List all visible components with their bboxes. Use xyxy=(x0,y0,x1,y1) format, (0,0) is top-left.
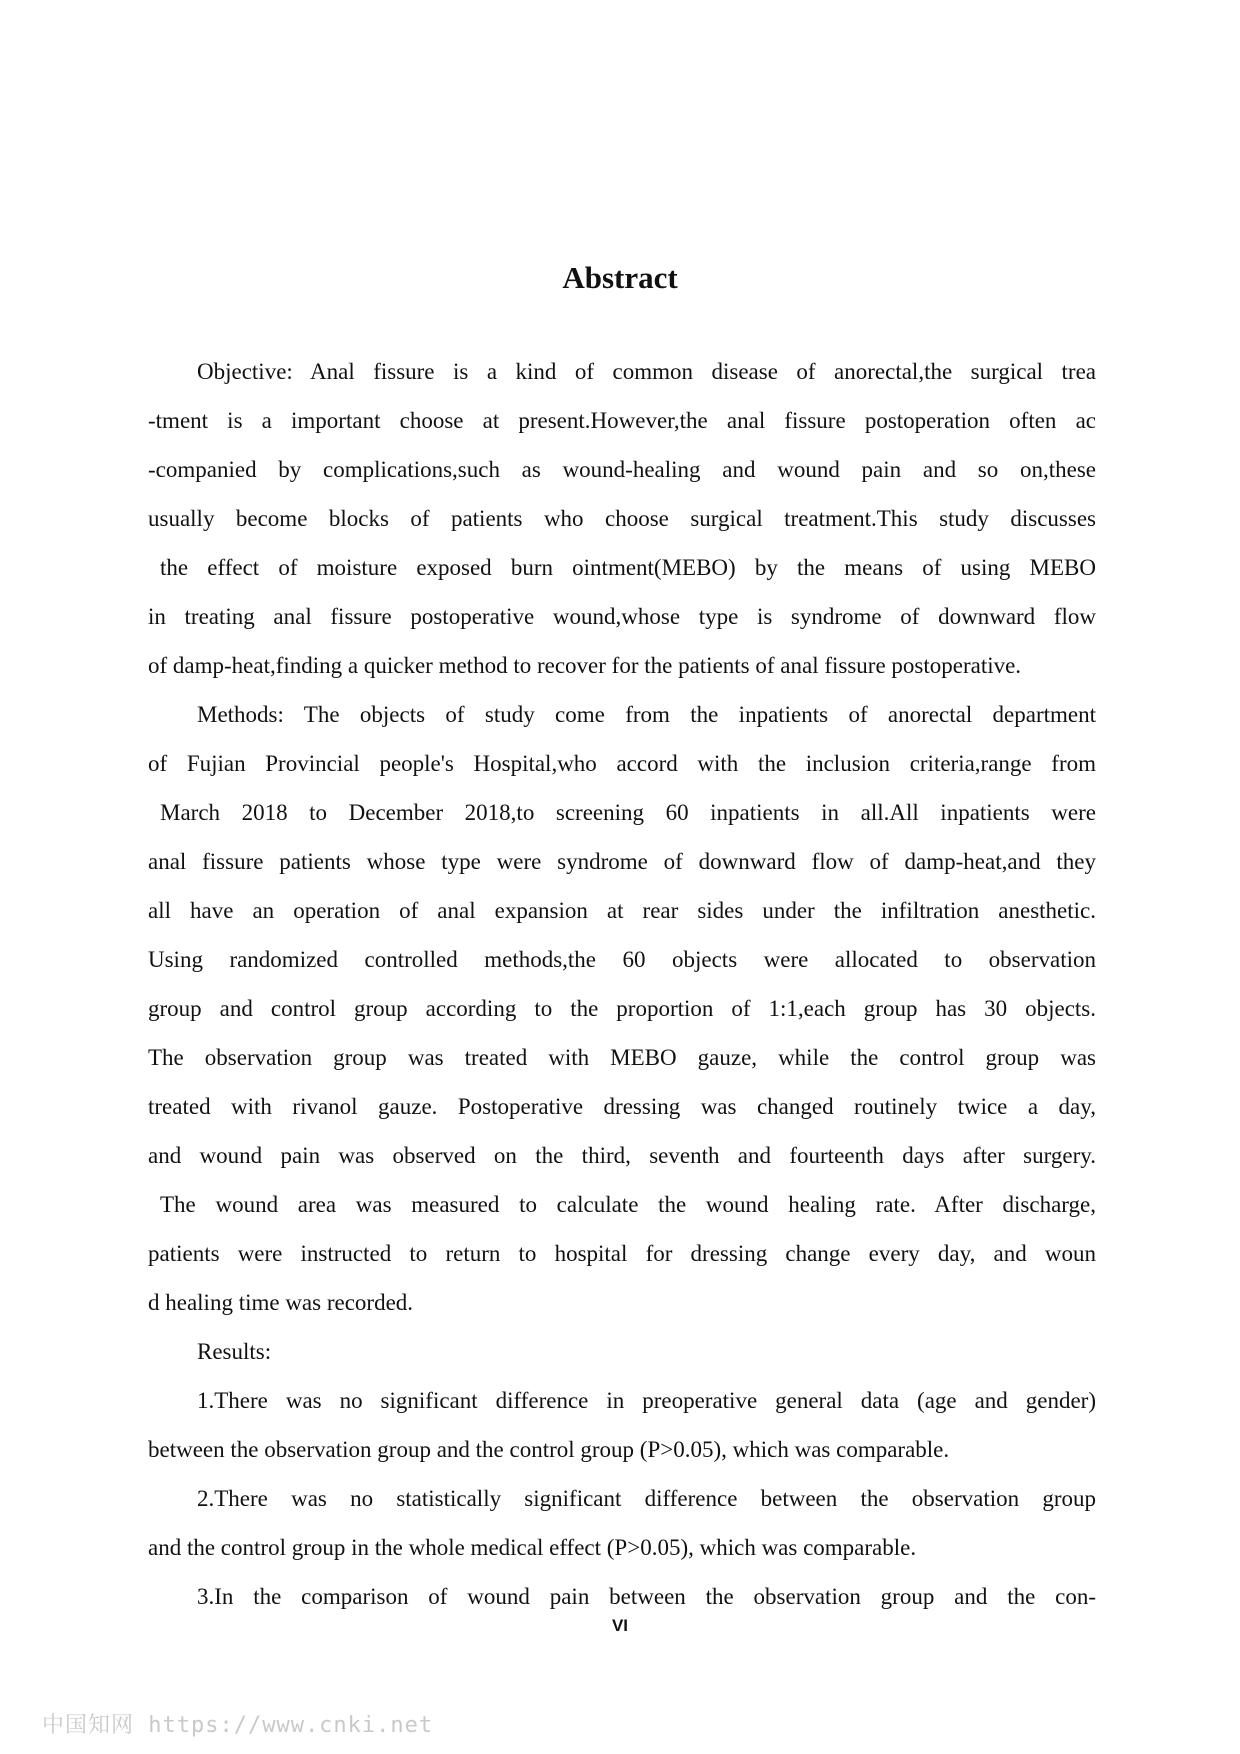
text-line: patients were instructed to return to hospital for dressing change every day, and woun xyxy=(148,1241,1096,1266)
text-line: The wound area was measured to calculate the wound healing rate. After discharge, xyxy=(160,1192,1096,1217)
text-line: in treating anal fissure postoperative wound,whose type is syndrome of downward flow xyxy=(148,604,1096,629)
text-line: between the observation group and the control group (P>0.05), which was comparable. xyxy=(148,1437,950,1462)
text-line: Results: xyxy=(197,1339,272,1364)
text-line: d healing time was recorded. xyxy=(148,1290,414,1315)
text-line: and the control group in the whole medical effect (P>0.05), which was comparable. xyxy=(148,1535,917,1560)
abstract-paragraph xyxy=(148,695,1096,1332)
abstract-paragraph xyxy=(148,352,1096,695)
text-line: 1.There was no significant difference in preoperative general data (age and gender) xyxy=(197,1388,1096,1413)
text-line: The observation group was treated with MEBO gauze, while the control group was xyxy=(148,1045,1096,1070)
text-line: usually become blocks of patients who choose surgical treatment.This study discusses xyxy=(148,506,1096,531)
text-line: of damp-heat,finding a quicker method to recover for the patients of anal fissure postoperative. xyxy=(148,653,1022,678)
text-line: Objective: Anal fissure is a kind of common disease of anorectal,the surgical trea xyxy=(197,359,1096,384)
text-line: treated with rivanol gauze. Postoperative dressing was changed routinely twice a day, xyxy=(148,1094,1096,1119)
text-line: the effect of moisture exposed burn ointment(MEBO) by the means of using MEBO xyxy=(160,555,1096,580)
text-line: -companied by complications,such as wound-healing and wound pain and so on,these xyxy=(148,457,1096,482)
text-line: 3.In the comparison of wound pain between the observation group and the con- xyxy=(197,1584,1096,1609)
page-number: VI xyxy=(611,1616,629,1635)
text-line: -tment is a important choose at present.However,the anal fissure postoperation often ac xyxy=(148,408,1096,433)
abstract-body xyxy=(148,352,1096,1626)
page-title: Abstract xyxy=(562,260,678,295)
abstract-paragraph xyxy=(148,1479,1096,1577)
text-line: group and control group according to the proportion of 1:1,each group has 30 objects. xyxy=(148,996,1096,1021)
text-line: anal fissure patients whose type were syndrome of downward flow of damp-heat,and they xyxy=(148,849,1096,874)
abstract-paragraph xyxy=(148,1381,1096,1479)
watermark: 中国知网 https://www.cnki.net xyxy=(42,1713,434,1738)
text-line: Methods: The objects of study come from the inpatients of anorectal department xyxy=(197,702,1096,727)
abstract-paragraph xyxy=(148,1332,1096,1381)
text-line: Using randomized controlled methods,the 60 objects were allocated to observation xyxy=(148,947,1096,972)
text-line: all have an operation of anal expansion at rear sides under the infiltration anesthetic. xyxy=(148,898,1096,923)
text-line: and wound pain was observed on the third, seventh and fourteenth days after surgery. xyxy=(148,1143,1096,1168)
text-line: March 2018 to December 2018,to screening 60 inpatients in all.All inpatients were xyxy=(160,800,1096,825)
text-line: 2.There was no statistically significant difference between the observation group xyxy=(197,1486,1096,1511)
text-line: of Fujian Provincial people's Hospital,who accord with the inclusion criteria,range from xyxy=(148,751,1096,776)
